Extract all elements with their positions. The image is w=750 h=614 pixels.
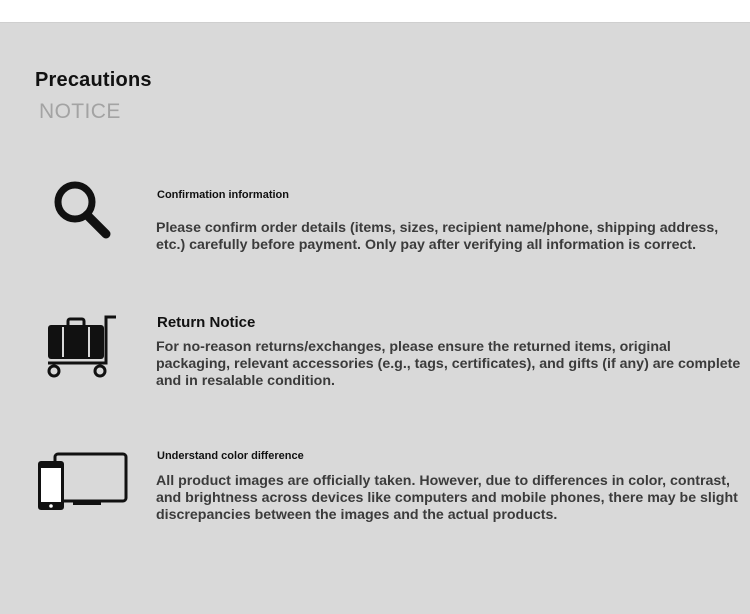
search-icon <box>52 178 112 240</box>
color-difference-description: All product images are officially taken. However, due to differences in color, contrast, and brightness across devices like computers and mobile phones, there may be slight discrepancies between the images and the actual products. <box>156 473 738 523</box>
confirmation-title: Confirmation information <box>157 189 289 201</box>
color-difference-title: Understand color difference <box>157 450 304 462</box>
devices-icon <box>36 451 130 513</box>
section-subtitle: NOTICE <box>39 100 121 123</box>
notice-panel <box>0 23 750 614</box>
confirmation-description: Please confirm order details (items, sizes, recipient name/phone, shipping address, etc.) carefully before payment. Only pay after verifying all information is correct. <box>156 220 719 253</box>
return-notice-title: Return Notice <box>157 314 256 331</box>
section-title: Precautions <box>35 69 152 91</box>
return-notice-description: For no-reason returns/exchanges, please ensure the returned items, original packaging, relevant accessories (e.g., tags, certificates), and gifts (if any) are complete and in resalable condition. <box>156 339 741 389</box>
luggage-cart-icon <box>44 313 120 379</box>
top-strip <box>0 0 750 23</box>
